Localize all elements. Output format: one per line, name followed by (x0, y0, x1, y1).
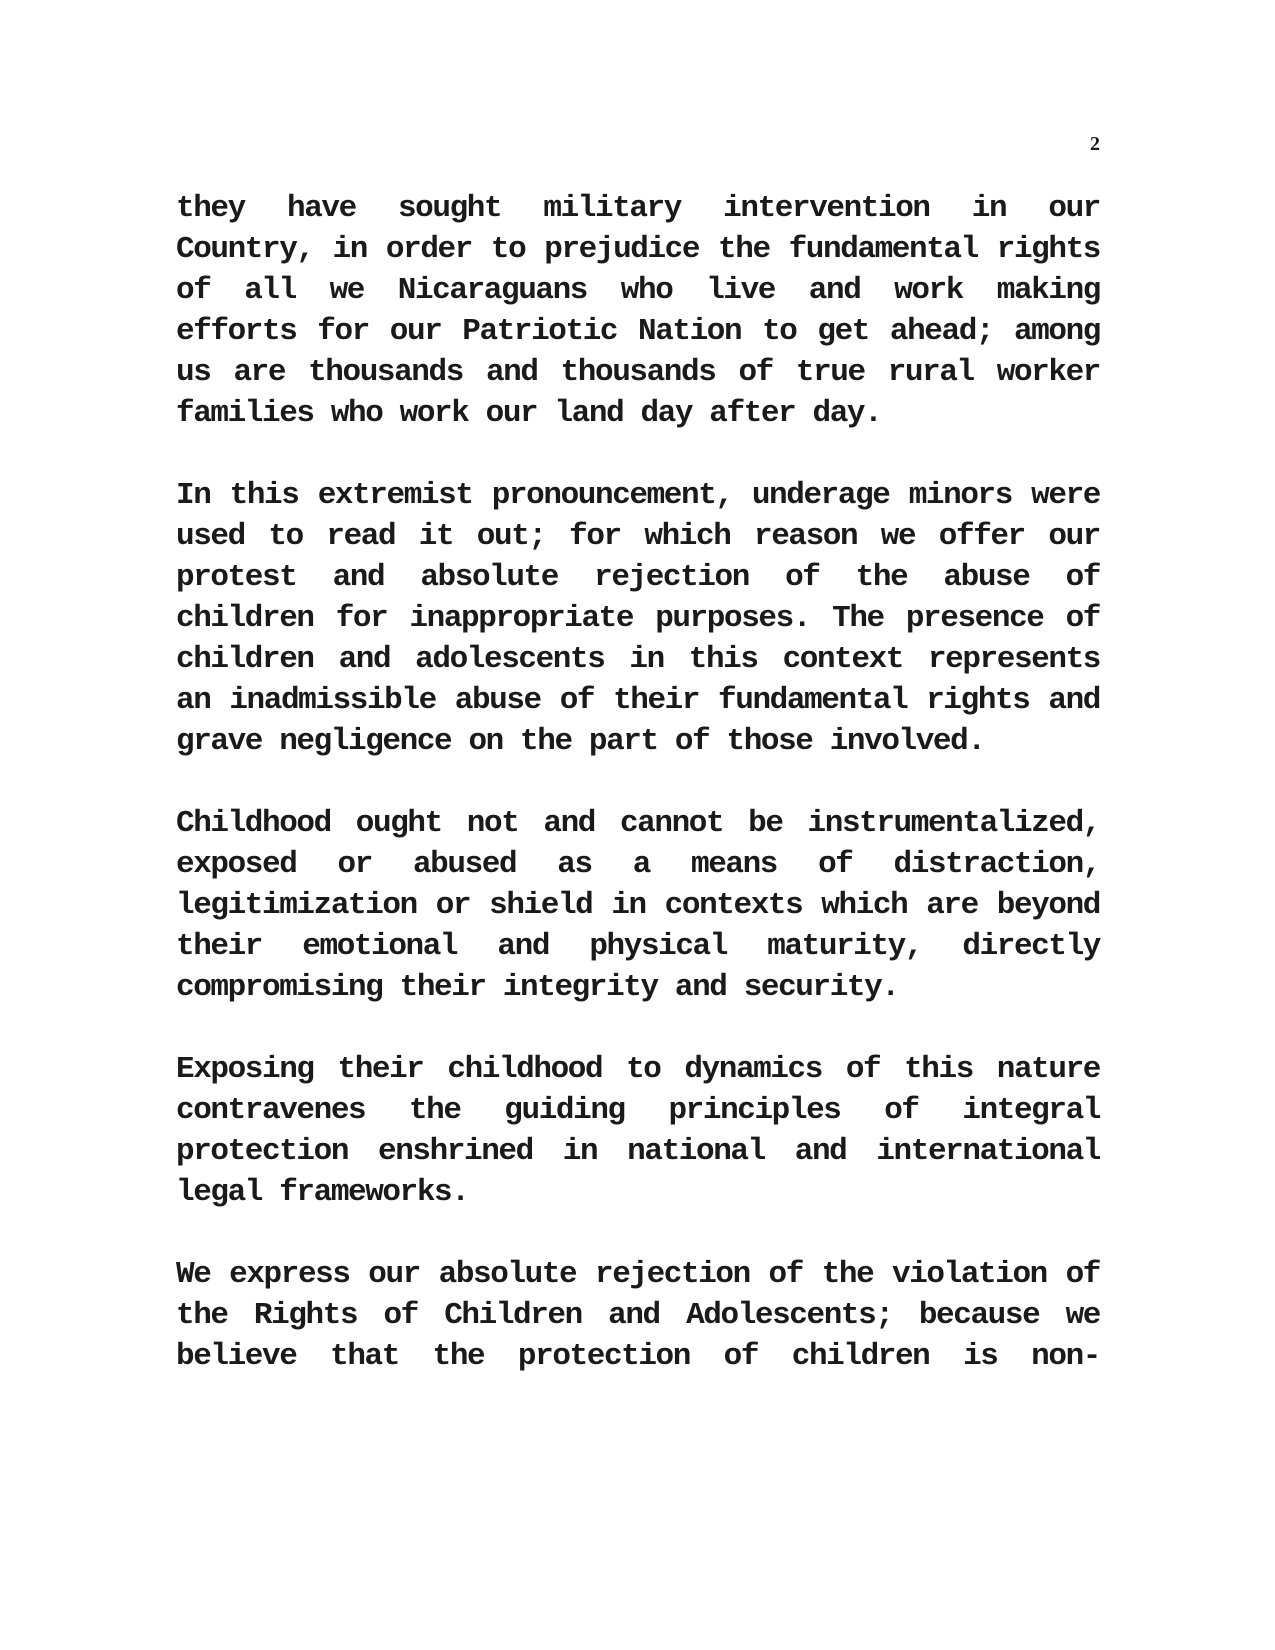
body-text (176, 188, 1100, 1377)
paragraph-3: Childhood ought not and cannot be instrumentalized, exposed or abused as a means of distraction, legitimization or shield in contexts which are beyond their emotional and physical maturity, directly compromising their integrity and security. (176, 806, 1100, 1005)
paragraph-4: Exposing their childhood to dynamics of this nature contravenes the guiding principles of integral protection enshrined in national and international legal frameworks. (176, 1052, 1100, 1210)
paragraph-5: We express our absolute rejection of the violation of the Rights of Children and Adolescents; because we believe that the protection of children is non- (176, 1257, 1100, 1374)
paragraph-1: they have sought military intervention in our Country, in order to prejudice the fundamental rights of all we Nicaraguans who live and work making efforts for our Patriotic Nation to get ahead; among us are thousands and thousands of true rural worker families who work our land day after day. (176, 191, 1100, 431)
page-number: 2 (1090, 133, 1100, 155)
paragraph-2: In this extremist pronouncement, underage minors were used to read it out; for which reason we offer our protest and absolute rejection of the abuse of children for inappropriate purposes. The presence of children and adolescents in this context represents an inadmissible abuse of their fundamental rights and grave negligence on the part of those involved. (176, 478, 1100, 759)
